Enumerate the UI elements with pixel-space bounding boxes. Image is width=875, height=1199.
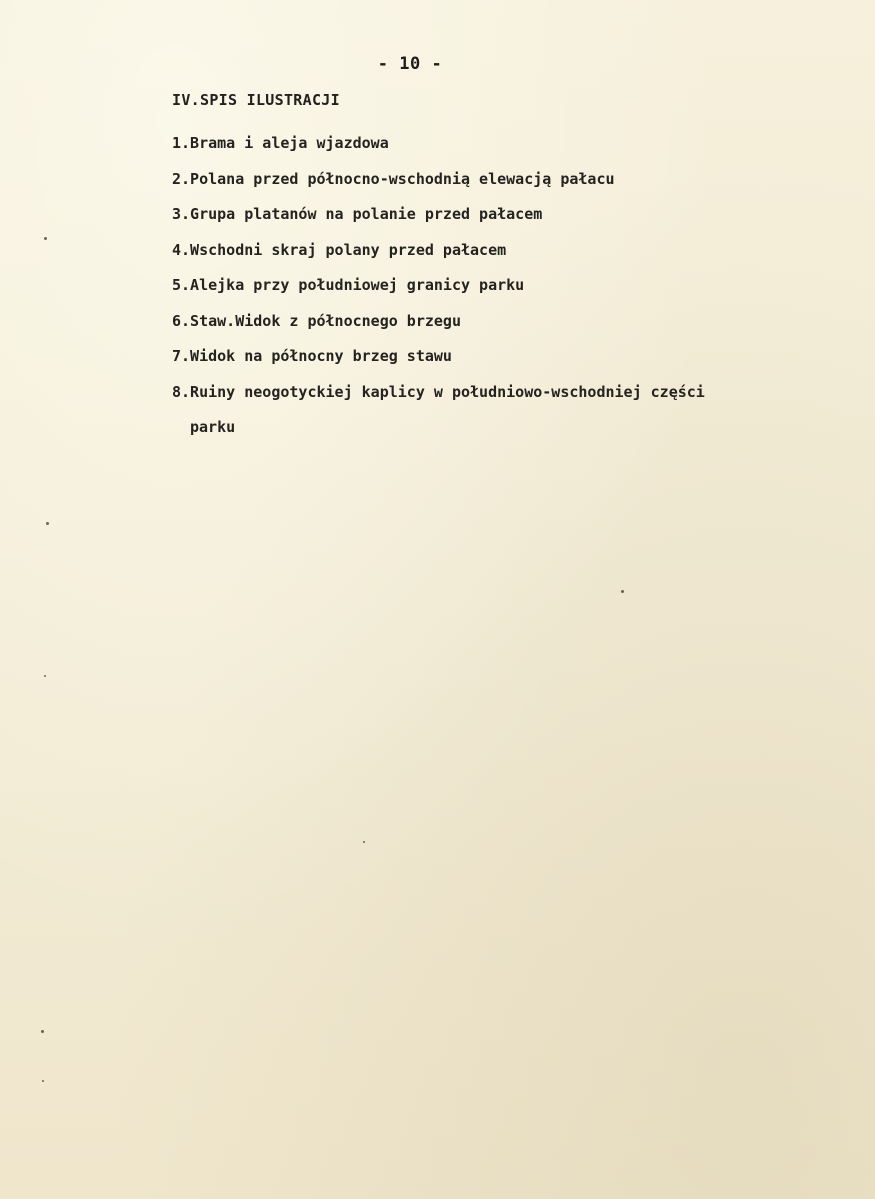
paper-speck xyxy=(42,1080,44,1082)
list-item-text: 7.Widok na północny brzeg stawu xyxy=(172,347,452,365)
list-item xyxy=(172,268,822,304)
list-item-text: 2.Polana przed północno-wschodnią elewacją pałacu xyxy=(172,169,615,188)
list-item-continuation: parku xyxy=(190,418,236,436)
list-item xyxy=(172,162,822,198)
list-item-text: 4.Wschodni skraj polany przed pałacem xyxy=(172,240,507,259)
paper-speck xyxy=(363,841,365,843)
list-item xyxy=(172,233,822,269)
list-item xyxy=(172,304,822,340)
list-item xyxy=(172,375,822,446)
list-item-text: 5.Alejka przy południowej granicy parku xyxy=(172,276,525,294)
section-title: IV.SPIS ILUSTRACJI xyxy=(172,91,340,109)
list-item-text: 1.Brama i aleja wjazdowa xyxy=(172,134,389,152)
list-item xyxy=(172,126,822,162)
list-item xyxy=(172,197,822,233)
paper-speck xyxy=(46,522,49,525)
list-item xyxy=(172,339,822,375)
paper-speck xyxy=(621,590,624,593)
paper-speck xyxy=(41,1030,44,1033)
list-item-text: 8.Ruiny neogotyckiej kaplicy w południowo-wschodniej części xyxy=(172,382,705,401)
list-item-text: 3.Grupa platanów na polanie przed pałacem xyxy=(172,205,543,223)
paper-speck xyxy=(44,675,46,677)
paper-speck xyxy=(44,237,47,240)
illustration-list xyxy=(172,126,822,446)
page-number: - 10 - xyxy=(377,54,443,74)
list-item-text: 6.Staw.Widok z północnego brzegu xyxy=(172,311,461,330)
